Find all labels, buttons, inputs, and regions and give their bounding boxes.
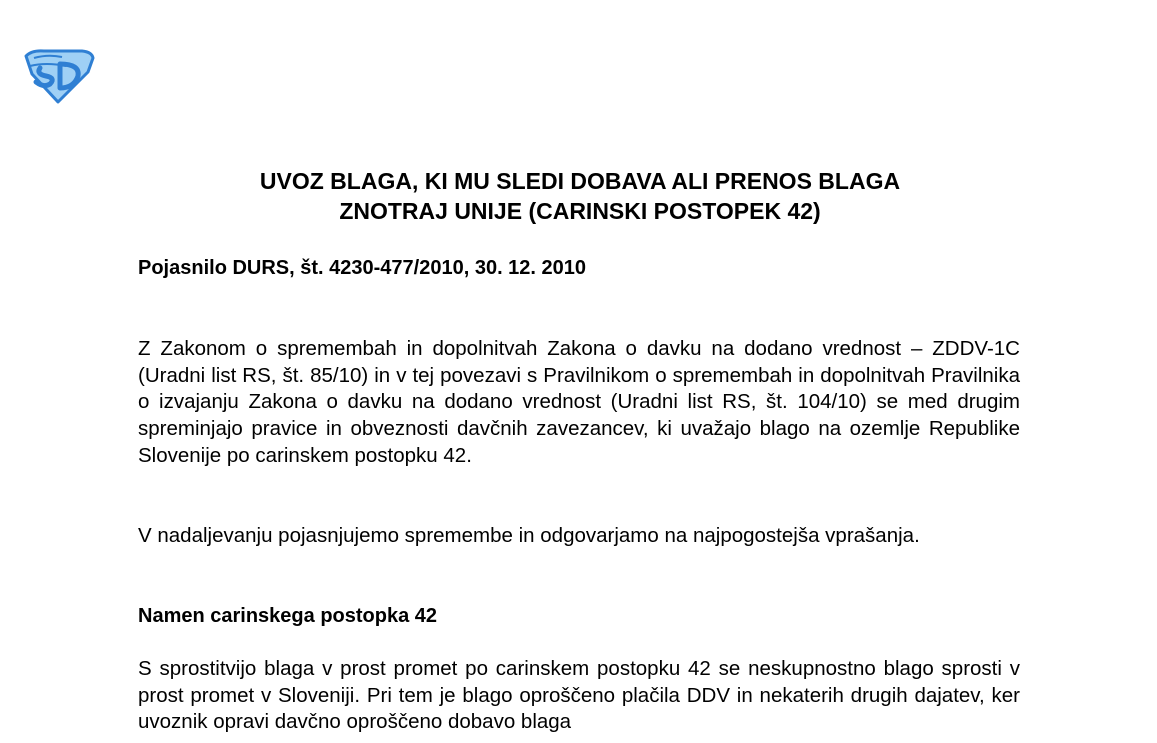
document-title: [140, 166, 1020, 226]
paragraph-intro: Z Zakonom o spremembah in dopolnitvah Zakona o davku na dodano vrednost – ZDDV-1C (Uradni list RS, št. 85/10) in v tej povezavi s Pravilnikom o spremembah in dopolnitvah Pravilnika o izvajanju Zakona o davku na dodano vrednost (Uradni list RS, št. 104/10) se med drugim spreminjajo pravice in obveznosti davčnih zavezancev, ki uvažajo blago na ozemlje Republike Slovenije po carinskem postopku 42.: [138, 337, 1020, 467]
title-line-2: ZNOTRAJ UNIJE (CARINSKI POSTOPEK 42): [339, 198, 821, 224]
company-logo: [22, 48, 96, 104]
title-line-1: UVOZ BLAGA, KI MU SLEDI DOBAVA ALI PRENOS BLAGA: [259, 168, 901, 194]
paragraph-purpose: S sprostitvijo blaga v prost promet po carinskem postopku 42 se neskupnostno blago sprosti v prost promet v Sloveniji. Pri tem je blago oproščeno plačila DDV in nekaterih drugih dajatev, ker uvoznik opravi davčno oproščeno dobavo blaga: [138, 657, 1020, 734]
section-heading: Namen carinskega postopka 42: [138, 605, 438, 627]
paragraph-overview: V nadaljevanju pojasnjujemo spremembe in odgovarjamo na najpogostejša vprašanja.: [138, 524, 920, 547]
logo-emblem-icon: [22, 48, 96, 104]
document-subtitle: Pojasnilo DURS, št. 4230-477/2010, 30. 12. 2010: [138, 257, 587, 279]
